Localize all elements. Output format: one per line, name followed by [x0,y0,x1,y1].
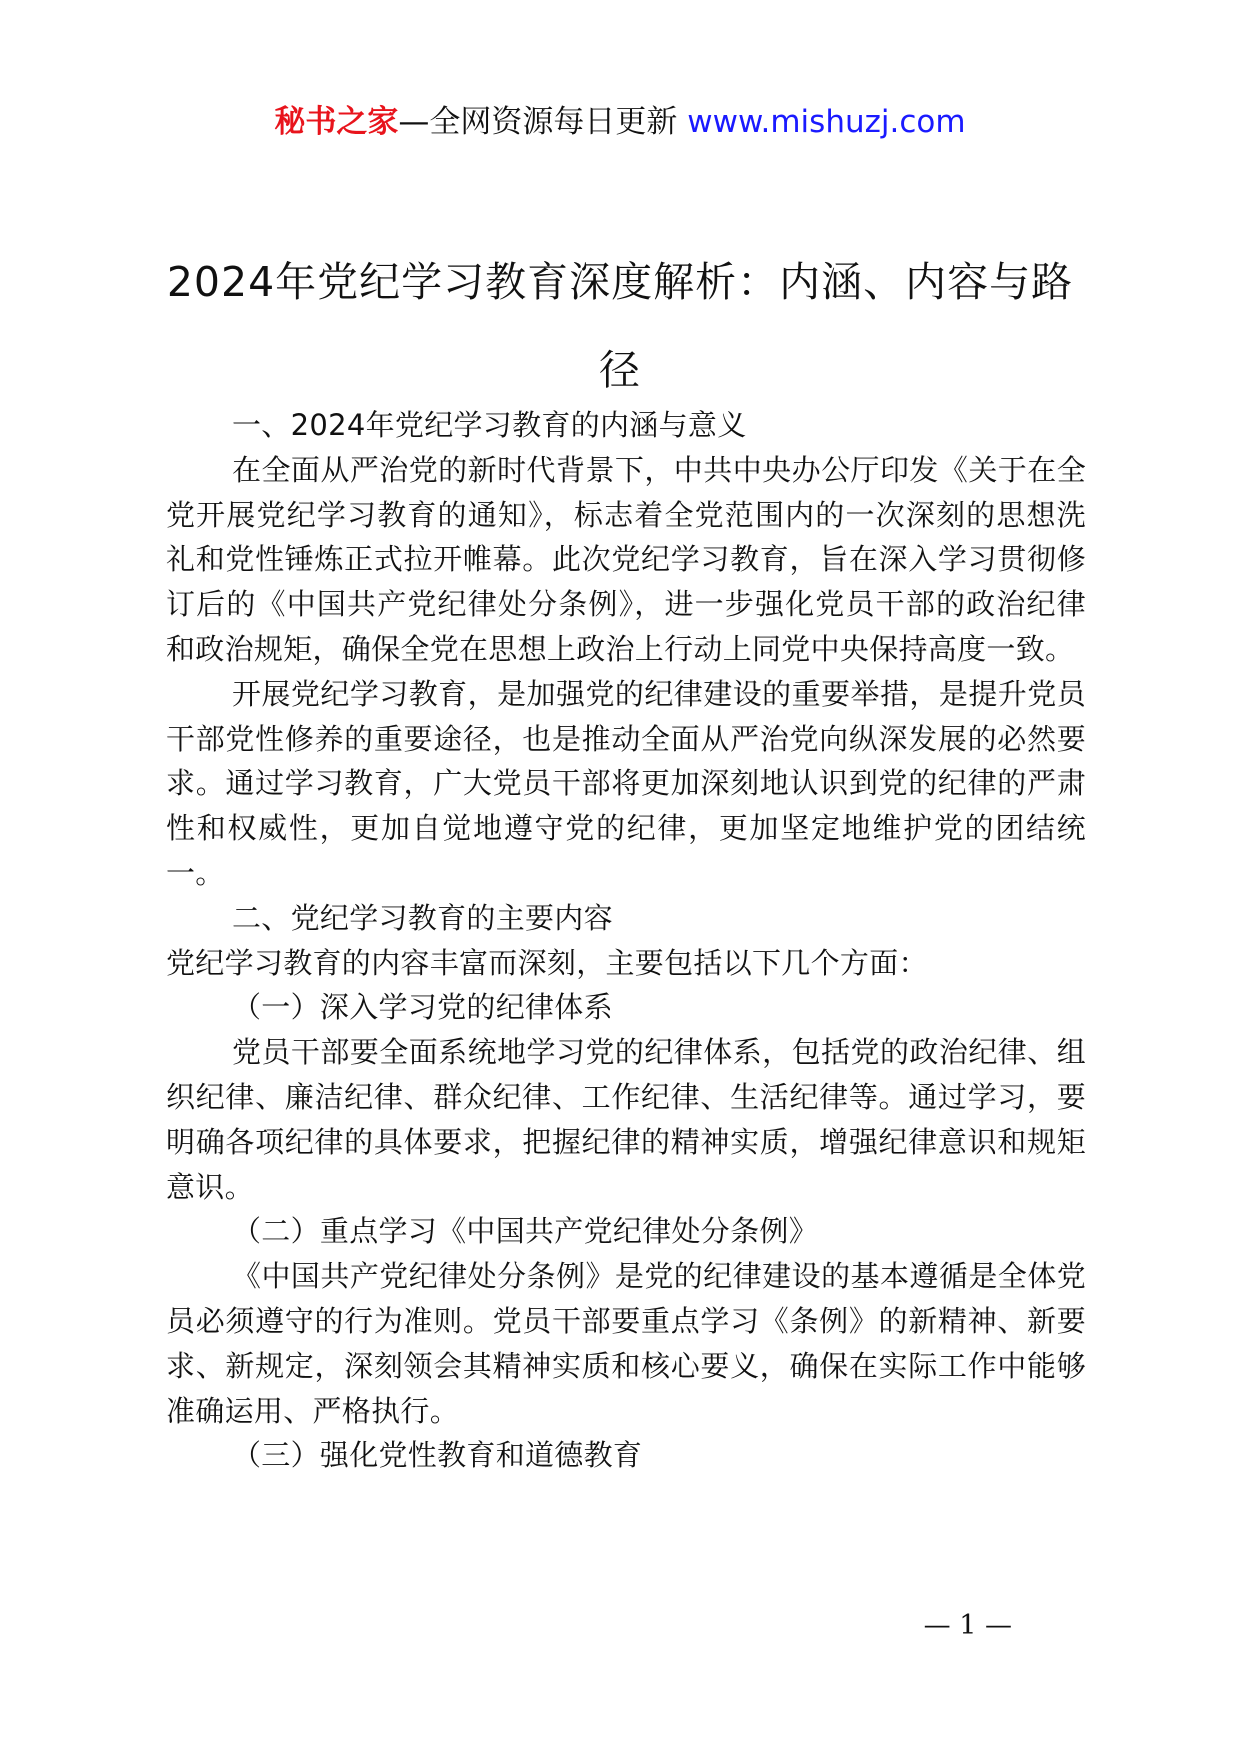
subsection-heading-2: （二）重点学习《中国共产党纪律处分条例》 [232,1214,819,1249]
subsection-heading-1: （一）深入学习党的纪律体系 [232,990,613,1025]
paragraph-1: 在全面从严治党的新时代背景下，中共中央办公厅印发《关于在全党开展党纪学习教育的通知》，标志着全党范围内的一次深刻的思想洗礼和党性锤炼正式拉开帷幕。此次党纪学习教育，旨在深入学习贯彻修订后的《中国共产党纪律处分条例》，进一步强化党员干部的政治纪律和政治规矩，确保全党在思想上政治上行动上同党中央保持高度一致。 [166,452,1086,666]
section-heading-2: 二、党纪学习教育的主要内容 [232,900,613,935]
header-tagline: —全网资源每日更新 [398,104,688,140]
brand-name: 秘书之家 [274,104,399,140]
document-body [166,403,1086,1478]
subsection-heading-3: （三）强化党性教育和道德教育 [232,1438,643,1473]
document-title: 2024年党纪学习教育深度解析：内涵、内容与路径 [166,258,1074,394]
page-number: — 1 — [923,1610,1012,1641]
site-header [0,100,1240,144]
paragraph-2: 开展党纪学习教育，是加强党的纪律建设的重要举措，是提升党员干部党性修养的重要途径，也是推动全面从严治党向纵深发展的必然要求。通过学习教育，广大党员干部将更加深刻地认识到党的纪律的严肃性和权威性，更加自觉地遵守党的纪律，更加坚定地维护党的团结统一。 [166,676,1086,890]
section-heading-1: 一、2024年党纪学习教育的内涵与意义 [232,408,747,442]
site-url-link[interactable]: www.mishuzj.com [687,104,966,140]
paragraph-3: 党纪学习教育的内容丰富而深刻，主要包括以下几个方面： [166,945,928,980]
paragraph-5: 《中国共产党纪律处分条例》是党的纪律建设的基本遵循是全体党员必须遵守的行为准则。党员干部要重点学习《条例》的新精神、新要求、新规定，深刻领会其精神实质和核心要义，确保在实际工作中能够准确运用、严格执行。 [166,1259,1086,1428]
paragraph-4: 党员干部要全面系统地学习党的纪律体系，包括党的政治纪律、组织纪律、廉洁纪律、群众纪律、工作纪律、生活纪律等。通过学习，要明确各项纪律的具体要求，把握纪律的精神实质，增强纪律意识和规矩意识。 [166,1035,1086,1204]
